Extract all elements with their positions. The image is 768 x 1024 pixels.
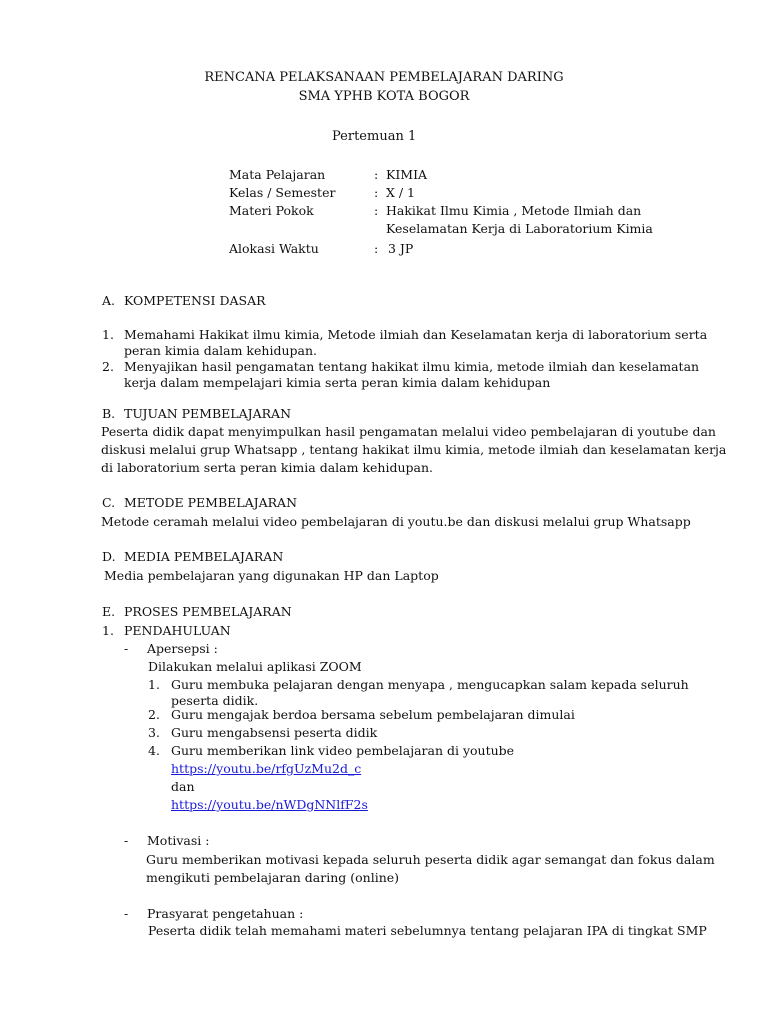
section-heading: TUJUAN PEMBELAJARAN [124, 406, 292, 421]
paragraph-line: mengikuti pembelajaran daring (online) [146, 870, 400, 885]
identity-label: Kelas / Semester [229, 185, 336, 200]
school-name: SMA YPHB KOTA BOGOR [298, 89, 470, 104]
identity-value-continued: Keselamatan Kerja di Laboratorium Kimia [386, 221, 653, 236]
identity-label: Mata Pelajaran [229, 167, 326, 182]
step-number: 4. [148, 743, 160, 758]
paragraph-line: Peserta didik dapat menyimpulkan hasil pengamatan melalui video pembelajaran di youtube dan [101, 424, 716, 439]
identity-value: X / 1 [386, 185, 416, 200]
identity-separator: : [374, 167, 379, 182]
section-letter: D. [102, 549, 116, 564]
identity-separator: : [374, 203, 379, 218]
step-text: Guru mengabsensi peserta didik [171, 725, 378, 740]
paragraph-line: diskusi melalui grup Whatsapp , tentang hakikat ilmu kimia, metode ilmiah dan keselamatan kerja [101, 442, 727, 457]
identity-separator: : [374, 185, 379, 200]
section-letter: B. [102, 406, 116, 421]
identity-value: 3 JP [388, 241, 414, 256]
paragraph-line: Media pembelajaran yang digunakan HP dan Laptop [104, 568, 439, 583]
identity-label: Materi Pokok [229, 203, 314, 218]
paragraph-line: Dilakukan melalui aplikasi ZOOM [148, 659, 362, 674]
section-heading: PROSES PEMBELAJARAN [124, 604, 292, 619]
list-item-text: Memahami Hakikat ilmu kimia, Metode ilmiah dan Keselamatan kerja di laboratorium serta [124, 327, 708, 342]
bullet-dash: - [124, 906, 129, 921]
bullet-label: Motivasi : [147, 833, 210, 848]
step-number: 3. [148, 725, 160, 740]
connector-text: dan [171, 779, 195, 794]
section-letter: A. [102, 293, 116, 308]
section-letter: E. [102, 604, 116, 619]
meeting-title: Pertemuan 1 [332, 129, 417, 144]
paragraph-line: Peserta didik telah memahami materi sebelumnya tentang pelajaran IPA di tingkat SMP [148, 923, 707, 938]
bullet-dash: - [124, 833, 129, 848]
bullet-label: Prasyarat pengetahuan : [147, 906, 304, 921]
identity-separator: : [374, 241, 379, 256]
youtube-link-2[interactable]: https://youtu.be/nWDgNNlfF2s [171, 797, 368, 812]
paragraph-line: Metode ceramah melalui video pembelajaran di youtu.be dan diskusi melalui grup Whatsapp [101, 514, 691, 529]
document-title: RENCANA PELAKSANAAN PEMBELAJARAN DARING [204, 70, 564, 85]
subsection-number: 1. [102, 623, 114, 638]
list-number: 1. [102, 327, 114, 342]
identity-value: KIMIA [386, 167, 428, 182]
section-letter: C. [102, 495, 116, 510]
section-heading: MEDIA PEMBELAJARAN [124, 549, 284, 564]
section-heading: KOMPETENSI DASAR [124, 293, 266, 308]
step-text: Guru membuka pelajaran dengan menyapa , mengucapkan salam kepada seluruh [171, 677, 689, 692]
paragraph-line: di laboratorium serta peran kimia dalam kehidupan. [101, 460, 433, 475]
step-text: peserta didik. [171, 693, 259, 708]
step-number: 1. [148, 677, 160, 692]
step-text: Guru mengajak berdoa bersama sebelum pembelajaran dimulai [171, 707, 575, 722]
list-number: 2. [102, 359, 114, 374]
paragraph-line: Guru memberikan motivasi kepada seluruh peserta didik agar semangat dan fokus dalam [146, 852, 715, 867]
subsection-heading: PENDAHULUAN [124, 623, 231, 638]
list-item-text: Menyajikan hasil pengamatan tentang hakikat ilmu kimia, metode ilmiah dan keselamatan [124, 359, 700, 374]
list-item-text: kerja dalam mempelajari kimia serta peran kimia dalam kehidupan [124, 375, 551, 390]
step-number: 2. [148, 707, 160, 722]
list-item-text: peran kimia dalam kehidupan. [124, 343, 317, 358]
bullet-dash: - [124, 641, 129, 656]
identity-label: Alokasi Waktu [229, 241, 319, 256]
step-text: Guru memberikan link video pembelajaran di youtube [171, 743, 515, 758]
youtube-link-1[interactable]: https://youtu.be/rfgUzMu2d_c [171, 761, 362, 776]
identity-value: Hakikat Ilmu Kimia , Metode Ilmiah dan [386, 203, 642, 218]
section-heading: METODE PEMBELAJARAN [124, 495, 298, 510]
bullet-label: Apersepsi : [147, 641, 218, 656]
